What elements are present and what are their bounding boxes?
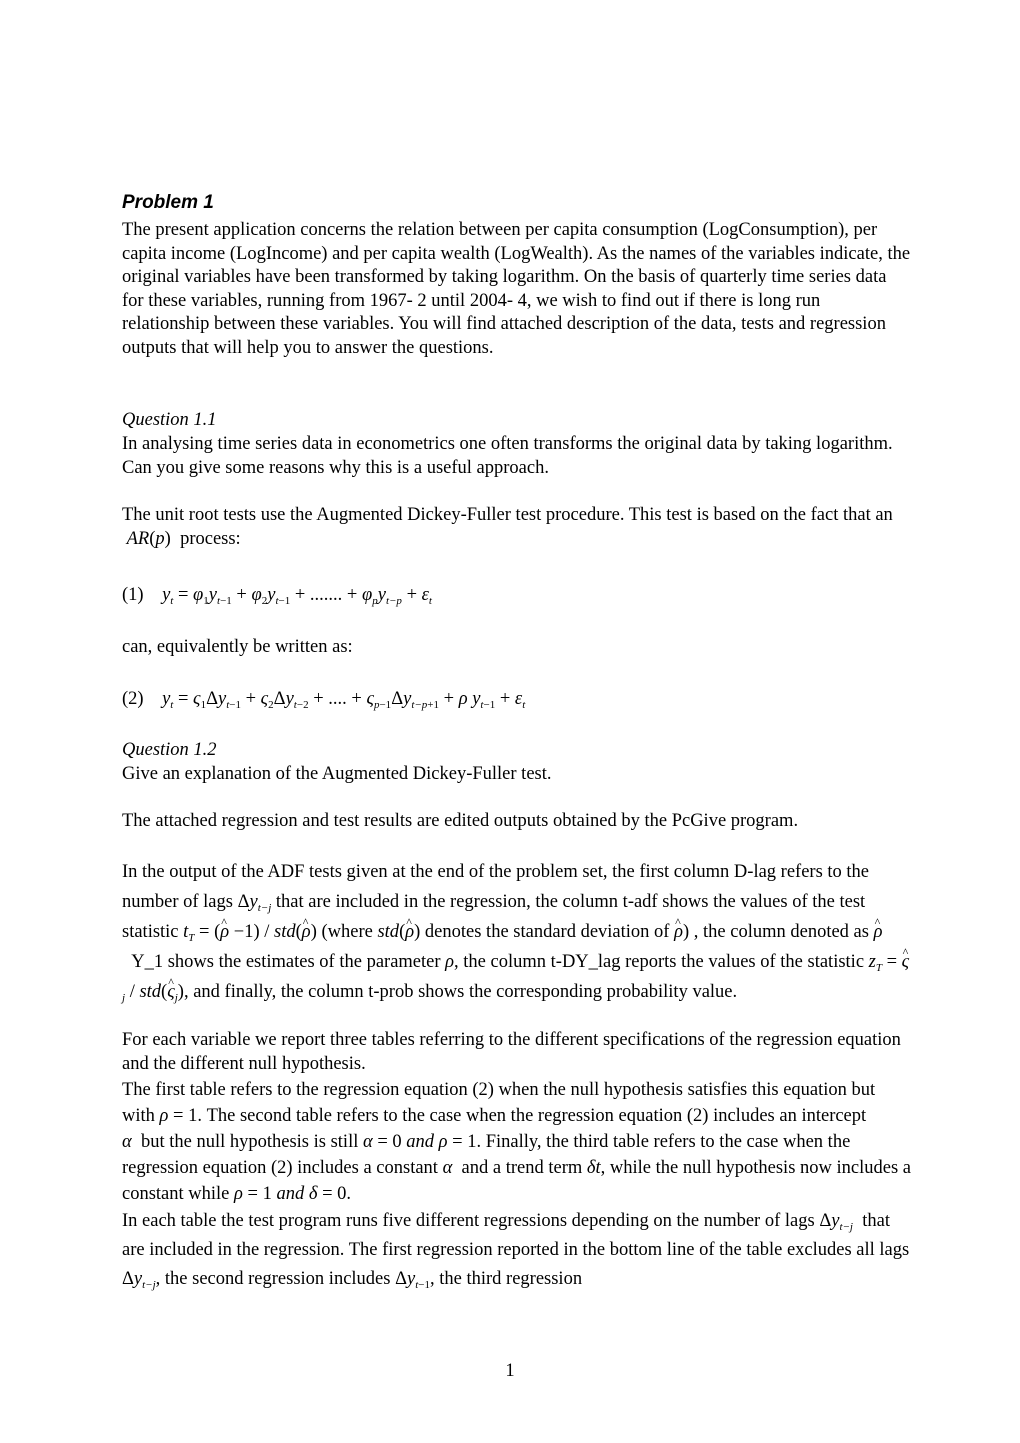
adf-intro-paragraph: The unit root tests use the Augmented Dickey-Fuller test procedure. This test is based on the fact that an AR(p) process: <box>122 505 893 549</box>
equation-2: (2) $y_t = \varsigma_1\Delta y_{t-1} + \varsigma_2\Delta y_{t-2}$ + .... + $\varsigma_{p-1}\Delta y_{t-p+1} + \rho$ $y_{t-1} + \varepsilon_t$ <box>122 689 526 711</box>
question-1-2-title: Question 1.2 <box>122 740 217 760</box>
equation-1: (1) $y_t = \varphi_1y_{t-1} + \varphi_2y_{t-1}$ + ....... + $\varphi_py_{t-p} + \varepsilon_t$ <box>122 585 432 607</box>
tables-description-1: For each variable we report three tables referring to the different specifications of the regression equation and the different null hypothesis. <box>122 1030 901 1074</box>
problem-heading: Problem 1 <box>122 192 214 213</box>
page-number: 1 <box>505 1361 515 1381</box>
tables-description-3: In each table the test program runs five different regressions depending on the number of lags $\Delta y_{t-j}$ that are included in the regression. The first regression reported in the bottom line of the table excludes all lags $\Delta y_{t-j}$, the second regression includes $\Delta y_{t-1}$, the third regression <box>122 1211 910 1291</box>
tables-description-2: The first table refers to the regression equation (2) when the null hypothesis satisfies this equation but with ρ = 1. The second table refers to the case when the regression equation (2) includes an intercept α but the null hypothesis is still α = 0 and ρ = 1. Finally, the third table refers to the case when the regression equation (2) includes a constant α and a trend term δt, while the null hypothesis now includes a constant while ρ = 1 and δ = 0. <box>122 1080 911 1204</box>
question-1-2-text: Give an explanation of the Augmented Dickey-Fuller test. <box>122 764 552 784</box>
question-1-1-text: In analysing time series data in econometrics one often transforms the original data by taking logarithm. Can you give some reasons why this is a useful approach. <box>122 434 893 478</box>
equivalence-text: can, equivalently be written as: <box>122 637 353 657</box>
output-description: In the output of the ADF tests given at the end of the problem set, the first column D-lag refers to the number of lags $\Delta y_{t-j}$ that are included in the regression, the column t-adf shows the values of the test statistic $t_T$ = (^ ρ −1) / std(^ ρ) (where std(^ ρ) denotes the standard deviation of ^ ρ) , the column denoted as ^ ρ Y_1 shows the estimates of the parameter ρ, the column t-DY_lag reports the values of the statistic $z_T$ = ^ $\varsigma_j$ / std(^ $\varsigma_j$), and finally, the column t-prob shows the corresponding probability value. <box>122 857 912 1007</box>
pcgive-note: The attached regression and test results are edited outputs obtained by the PcGive program. <box>122 811 799 831</box>
question-1-1-title: Question 1.1 <box>122 410 217 430</box>
intro-paragraph: The present application concerns the relation between per capita consumption (LogConsumption), per capita income (LogIncome) and per capita wealth (LogWealth). As the names of the variables indicate, the original variables have been transformed by taking logarithm. On the basis of quarterly time series data for these variables, running from 1967- 2 until 2004- 4, we wish to find out if there is long run relationship between these variables. You will find attached description of the data, tests and regression outputs that will help you to answer the questions. <box>122 220 911 358</box>
ar-p-formula: AR <box>122 528 150 549</box>
